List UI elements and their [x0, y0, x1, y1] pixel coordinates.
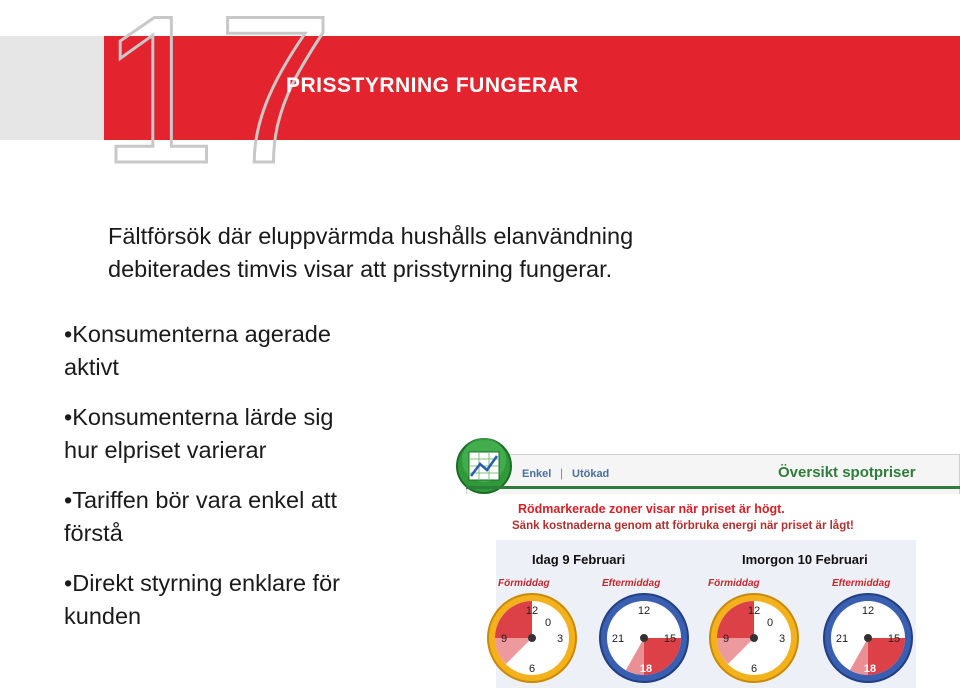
- screenshot-title: Översikt spotpriser: [778, 464, 916, 481]
- saving-tip-message: Sänk kostnaderna genom att förbruka energi när priset är lågt!: [512, 520, 854, 532]
- bullet-item: [64, 567, 464, 633]
- clock-tomorrow-afternoon: [822, 592, 914, 684]
- clock-today-morning: [486, 592, 578, 684]
- svg-text:12: 12: [861, 605, 875, 617]
- svg-text:6: 6: [528, 663, 536, 675]
- bullet-line: hur elpriset varierar: [64, 437, 267, 463]
- svg-text:0: 0: [766, 617, 774, 629]
- svg-text:18: 18: [639, 663, 653, 675]
- bullet-line: kunden: [64, 603, 142, 629]
- period-label: Eftermiddag: [832, 578, 891, 589]
- svg-text:15: 15: [663, 633, 677, 645]
- bullet-item: [64, 401, 464, 467]
- bullet-item: [64, 318, 464, 384]
- intro-text: [108, 220, 808, 286]
- svg-text:9: 9: [722, 633, 730, 645]
- svg-text:21: 21: [611, 633, 625, 645]
- today-title: Idag 9 Februari: [532, 552, 626, 567]
- bullet-line: aktivt: [64, 354, 119, 380]
- intro-line-1: Fältförsök där eluppvärmda hushålls elanvändning: [108, 223, 634, 249]
- header-grey-block: [0, 36, 104, 140]
- period-label: Eftermiddag: [602, 578, 661, 589]
- tab-utokad[interactable]: Utökad: [572, 468, 610, 480]
- svg-text:9: 9: [500, 633, 508, 645]
- period-label: Förmiddag: [708, 578, 760, 589]
- bullet-list: [64, 318, 464, 650]
- svg-text:17: 17: [100, 0, 334, 207]
- clock-today-afternoon: [598, 592, 690, 684]
- svg-text:0: 0: [544, 617, 552, 629]
- svg-text:3: 3: [778, 633, 786, 645]
- page-title: PRISSTYRNING FUNGERAR: [286, 74, 579, 97]
- svg-text:12: 12: [525, 605, 539, 617]
- clock-tomorrow-morning: [708, 592, 800, 684]
- svg-text:12: 12: [747, 605, 761, 617]
- svg-text:15: 15: [887, 633, 901, 645]
- tomorrow-title: Imorgon 10 Februari: [742, 552, 868, 567]
- tab-separator: |: [560, 466, 564, 480]
- slide-number: [100, 0, 334, 207]
- bullet-line: •Konsumenterna agerade: [64, 321, 331, 347]
- period-label: Förmiddag: [498, 578, 550, 589]
- svg-text:12: 12: [637, 605, 651, 617]
- high-price-message: Rödmarkerade zoner visar när priset är högt.: [518, 502, 785, 516]
- bullet-line: •Tariffen bör vara enkel att: [64, 487, 337, 513]
- svg-text:18: 18: [863, 663, 877, 675]
- tab-enkel[interactable]: Enkel: [522, 468, 552, 480]
- intro-line-2: debiterades timvis visar att prisstyrning fungerar.: [108, 256, 613, 282]
- bullet-line: förstå: [64, 520, 123, 546]
- svg-text:3: 3: [556, 633, 564, 645]
- title-underline: [466, 486, 960, 489]
- bullet-item: [64, 484, 464, 550]
- svg-text:6: 6: [750, 663, 758, 675]
- bullet-line: •Konsumenterna lärde sig: [64, 404, 334, 430]
- bullet-line: •Direkt styrning enklare för: [64, 570, 340, 596]
- spotprice-screenshot: [452, 432, 960, 688]
- svg-text:21: 21: [835, 633, 849, 645]
